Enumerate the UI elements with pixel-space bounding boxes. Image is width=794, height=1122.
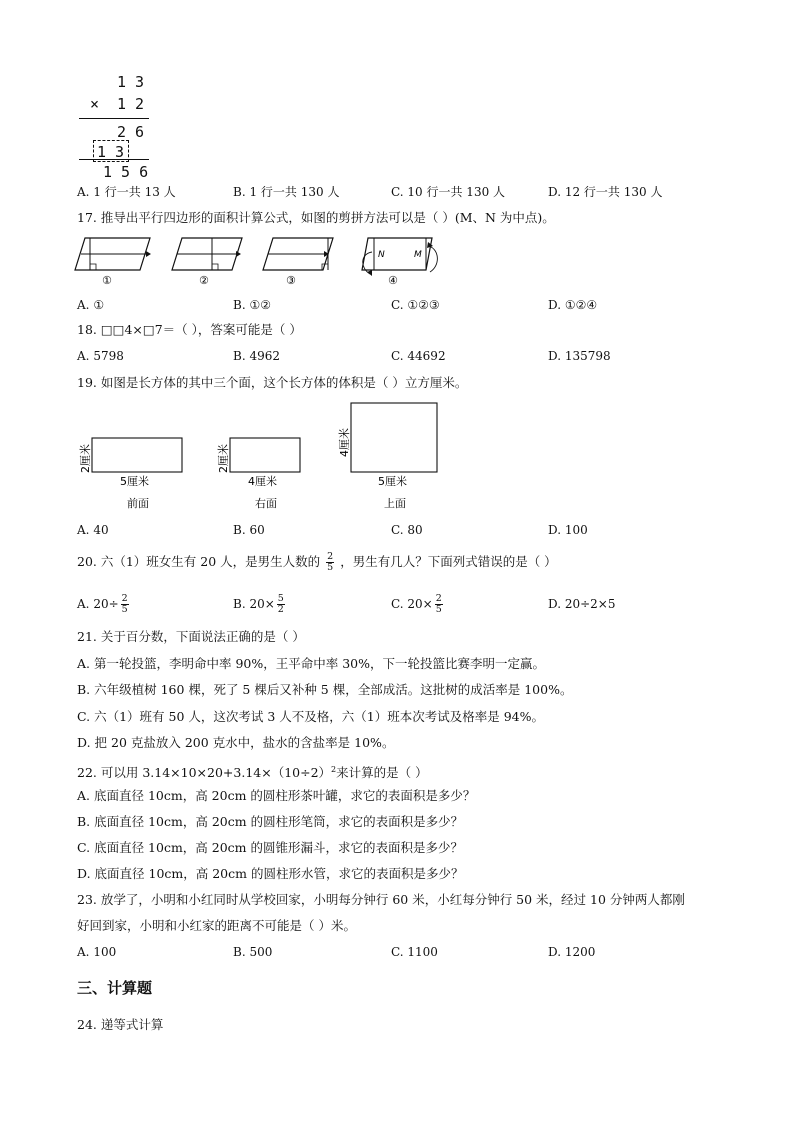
mult-partial2: 1 3 bbox=[97, 143, 125, 161]
face-right-side-label: 2厘米 bbox=[217, 444, 230, 473]
fraction-denominator: 5 bbox=[435, 604, 442, 615]
face-front-name: 前面 bbox=[127, 497, 149, 510]
face-right bbox=[216, 438, 300, 510]
mult-line-1 bbox=[79, 118, 149, 119]
option-text: 40 bbox=[93, 523, 109, 537]
face-top-bottom-label: 5厘米 bbox=[378, 475, 407, 488]
q16-option-b[interactable] bbox=[233, 184, 339, 200]
option-letter: A. bbox=[77, 185, 90, 199]
q19-option-c[interactable] bbox=[391, 522, 423, 538]
mult-result: 1 5 6 bbox=[103, 163, 149, 181]
q21-option-a[interactable]: A. 第一轮投篮，李明命中率 90%，王平命中率 30%，下一轮投篮比赛李明一定赢。 bbox=[77, 656, 545, 671]
face-right-name: 右面 bbox=[255, 497, 277, 510]
option-letter: B. bbox=[233, 945, 246, 959]
option-letter: C. bbox=[391, 945, 404, 959]
mult-row2: 1 2 bbox=[117, 95, 145, 113]
fraction bbox=[326, 552, 334, 573]
face-front-side-label: 2厘米 bbox=[79, 444, 92, 473]
option-text: 4962 bbox=[249, 349, 281, 363]
q22-stem-before: 22. 可以用 3.14×10×20+3.14×（10÷2） bbox=[77, 765, 332, 781]
figure-2 bbox=[172, 238, 242, 287]
mult-partial1: 2 6 bbox=[117, 123, 145, 141]
q23-option-c[interactable] bbox=[391, 944, 438, 960]
q16-option-c[interactable] bbox=[391, 184, 505, 200]
option-text: 12 行一共 130 人 bbox=[564, 185, 663, 199]
fraction bbox=[277, 594, 285, 615]
q20-option-b[interactable] bbox=[233, 594, 287, 615]
q17-parallelogram-figures bbox=[72, 232, 452, 290]
figure-label-1: ① bbox=[102, 274, 112, 287]
q20-option-c[interactable] bbox=[391, 594, 445, 615]
q17-option-c[interactable] bbox=[391, 297, 440, 313]
q20-option-a[interactable] bbox=[77, 594, 131, 615]
q22-stem-after: 来计算的是（ ） bbox=[336, 765, 428, 781]
figure-label-4: ④ bbox=[388, 274, 398, 287]
option-letter: D. bbox=[548, 298, 562, 312]
fraction-denominator: 2 bbox=[277, 604, 284, 615]
fraction bbox=[121, 594, 129, 615]
option-text: 10 行一共 130 人 bbox=[407, 185, 506, 199]
option-text: 80 bbox=[407, 523, 423, 537]
q17-option-a[interactable] bbox=[77, 297, 104, 313]
figure-4 bbox=[362, 238, 437, 287]
fraction-numerator: 2 bbox=[435, 593, 442, 604]
option-letter: B. bbox=[233, 349, 246, 363]
option-text: 20÷2×5 bbox=[564, 597, 616, 611]
section-title: 三、计算题 bbox=[77, 979, 153, 997]
mult-line-2 bbox=[79, 159, 149, 160]
option-letter: A. bbox=[77, 298, 90, 312]
q19-option-d[interactable] bbox=[548, 522, 588, 538]
option-letter: B. bbox=[233, 597, 246, 611]
option-letter: D. bbox=[548, 349, 562, 363]
fraction-denominator: 5 bbox=[327, 562, 334, 573]
mult-row1: 1 3 bbox=[117, 73, 145, 91]
q18-option-b[interactable] bbox=[233, 348, 280, 364]
q22-option-d[interactable]: D. 底面直径 10cm，高 20cm 的圆柱形水管，求它的表面积是多少？ bbox=[77, 866, 464, 881]
option-text: 100 bbox=[564, 523, 588, 537]
option-text: 20÷ bbox=[93, 597, 119, 611]
option-text: 1 行一共 13 人 bbox=[93, 185, 176, 199]
q23-option-a[interactable] bbox=[77, 944, 116, 960]
q24-stem: 24. 递等式计算 bbox=[77, 1017, 164, 1032]
option-letter: D. bbox=[548, 523, 562, 537]
superscript: 2 bbox=[331, 765, 337, 774]
q18-stem: 18. □□4×□7＝（ ），答案可能是（ ） bbox=[77, 322, 302, 337]
option-letter: D. bbox=[548, 945, 562, 959]
fraction bbox=[435, 594, 443, 615]
q23-option-d[interactable] bbox=[548, 944, 595, 960]
q21-stem: 21. 关于百分数，下面说法正确的是（ ） bbox=[77, 629, 305, 644]
option-letter: C. bbox=[391, 597, 404, 611]
q19-option-b[interactable] bbox=[233, 522, 265, 538]
fraction-numerator: 2 bbox=[327, 551, 334, 562]
q22-stem bbox=[77, 762, 428, 781]
option-letter: A. bbox=[77, 597, 90, 611]
figure-1 bbox=[75, 238, 151, 287]
option-letter: B. bbox=[233, 298, 246, 312]
q17-option-b[interactable] bbox=[233, 297, 271, 313]
option-text: 1 行一共 130 人 bbox=[249, 185, 340, 199]
figure-3 bbox=[263, 238, 333, 287]
q19-option-a[interactable] bbox=[77, 522, 109, 538]
face-top-name: 上面 bbox=[384, 497, 406, 510]
q20-stem-before: 20. 六（1）班女生有 20 人，是男生人数的 bbox=[77, 554, 321, 569]
option-letter: D. bbox=[548, 185, 562, 199]
face-front bbox=[78, 438, 182, 510]
q22-option-b[interactable]: B. 底面直径 10cm，高 20cm 的圆柱形笔筒，求它的表面积是多少？ bbox=[77, 814, 464, 829]
option-text: 5798 bbox=[93, 349, 124, 363]
q18-option-d[interactable] bbox=[548, 348, 611, 364]
fraction-numerator: 5 bbox=[277, 593, 284, 604]
q21-option-c[interactable]: C. 六（1）班有 50 人，这次考试 3 人不及格，六（1）班本次考试及格率是 94%。 bbox=[77, 709, 544, 724]
point-n: N bbox=[378, 250, 385, 260]
face-top-side-label: 4厘米 bbox=[338, 428, 351, 457]
option-text: 1100 bbox=[407, 945, 438, 959]
option-letter: A. bbox=[77, 349, 90, 363]
option-letter: B. bbox=[233, 185, 246, 199]
option-letter: A. bbox=[77, 945, 90, 959]
q18-option-a[interactable] bbox=[77, 348, 124, 364]
option-text: 500 bbox=[249, 945, 273, 959]
q17-option-d[interactable] bbox=[548, 297, 597, 313]
point-m: M bbox=[414, 250, 422, 260]
fraction-numerator: 2 bbox=[121, 593, 128, 604]
q19-stem: 19. 如图是长方体的其中三个面，这个长方体的体积是（ ）立方厘米。 bbox=[77, 375, 468, 390]
option-letter: C. bbox=[391, 298, 404, 312]
option-text: 20× bbox=[407, 597, 433, 611]
option-letter: D. bbox=[548, 597, 562, 611]
option-letter: A. bbox=[77, 523, 90, 537]
option-text: ① bbox=[93, 298, 105, 312]
q19-faces-figure bbox=[72, 395, 452, 517]
option-letter: C. bbox=[391, 185, 404, 199]
option-letter: B. bbox=[233, 523, 246, 537]
q16-option-a[interactable] bbox=[77, 184, 176, 200]
q21-option-b[interactable]: B. 六年级植树 160 棵，死了 5 棵后又补种 5 棵，全部成活。这批树的成活率是 100%。 bbox=[77, 682, 573, 697]
q21-option-d[interactable]: D. 把 20 克盐放入 200 克水中，盐水的含盐率是 10%。 bbox=[77, 735, 395, 750]
q20-stem-after: ，男生有几人？下面列式错误的是（ ） bbox=[340, 554, 557, 569]
option-text: 1200 bbox=[564, 945, 596, 959]
face-right-bottom-label: 4厘米 bbox=[248, 475, 277, 488]
q20-stem bbox=[77, 552, 557, 573]
option-text: ①②④ bbox=[564, 298, 598, 312]
figure-label-2: ② bbox=[199, 274, 209, 287]
q23-option-b[interactable] bbox=[233, 944, 272, 960]
q23-stem-line2: 好回到家，小明和小红家的距离不可能是（ ）米。 bbox=[77, 918, 356, 933]
option-text: 135798 bbox=[564, 349, 611, 363]
option-letter: C. bbox=[391, 349, 404, 363]
q22-option-c[interactable]: C. 底面直径 10cm，高 20cm 的圆锥形漏斗，求它的表面积是多少？ bbox=[77, 840, 464, 855]
option-text: 60 bbox=[249, 523, 265, 537]
option-text: ①② bbox=[249, 298, 271, 312]
option-letter: C. bbox=[391, 523, 404, 537]
option-text: ①②③ bbox=[407, 298, 440, 312]
option-text: 44692 bbox=[407, 349, 446, 363]
q23-stem-line1: 23. 放学了，小明和小红同时从学校回家，小明每分钟行 60 米，小红每分钟行 50 米，经过 10 分钟两人都刚 bbox=[77, 892, 685, 907]
option-text: 100 bbox=[93, 945, 117, 959]
q18-option-c[interactable] bbox=[391, 348, 446, 364]
option-text: 20× bbox=[249, 597, 275, 611]
face-front-bottom-label: 5厘米 bbox=[120, 475, 149, 488]
figure-label-3: ③ bbox=[286, 274, 296, 287]
q17-stem: 17. 推导出平行四边形的面积计算公式，如图的剪拼方法可以是（ ）(M、N 为中点)。 bbox=[77, 210, 555, 225]
q16-option-d[interactable] bbox=[548, 184, 662, 200]
q20-option-d[interactable] bbox=[548, 596, 616, 612]
q22-option-a[interactable]: A. 底面直径 10cm，高 20cm 的圆柱形茶叶罐，求它的表面积是多少？ bbox=[77, 788, 476, 803]
face-top bbox=[337, 403, 437, 510]
mult-sign: × bbox=[90, 95, 100, 113]
fraction-denominator: 5 bbox=[121, 604, 128, 615]
